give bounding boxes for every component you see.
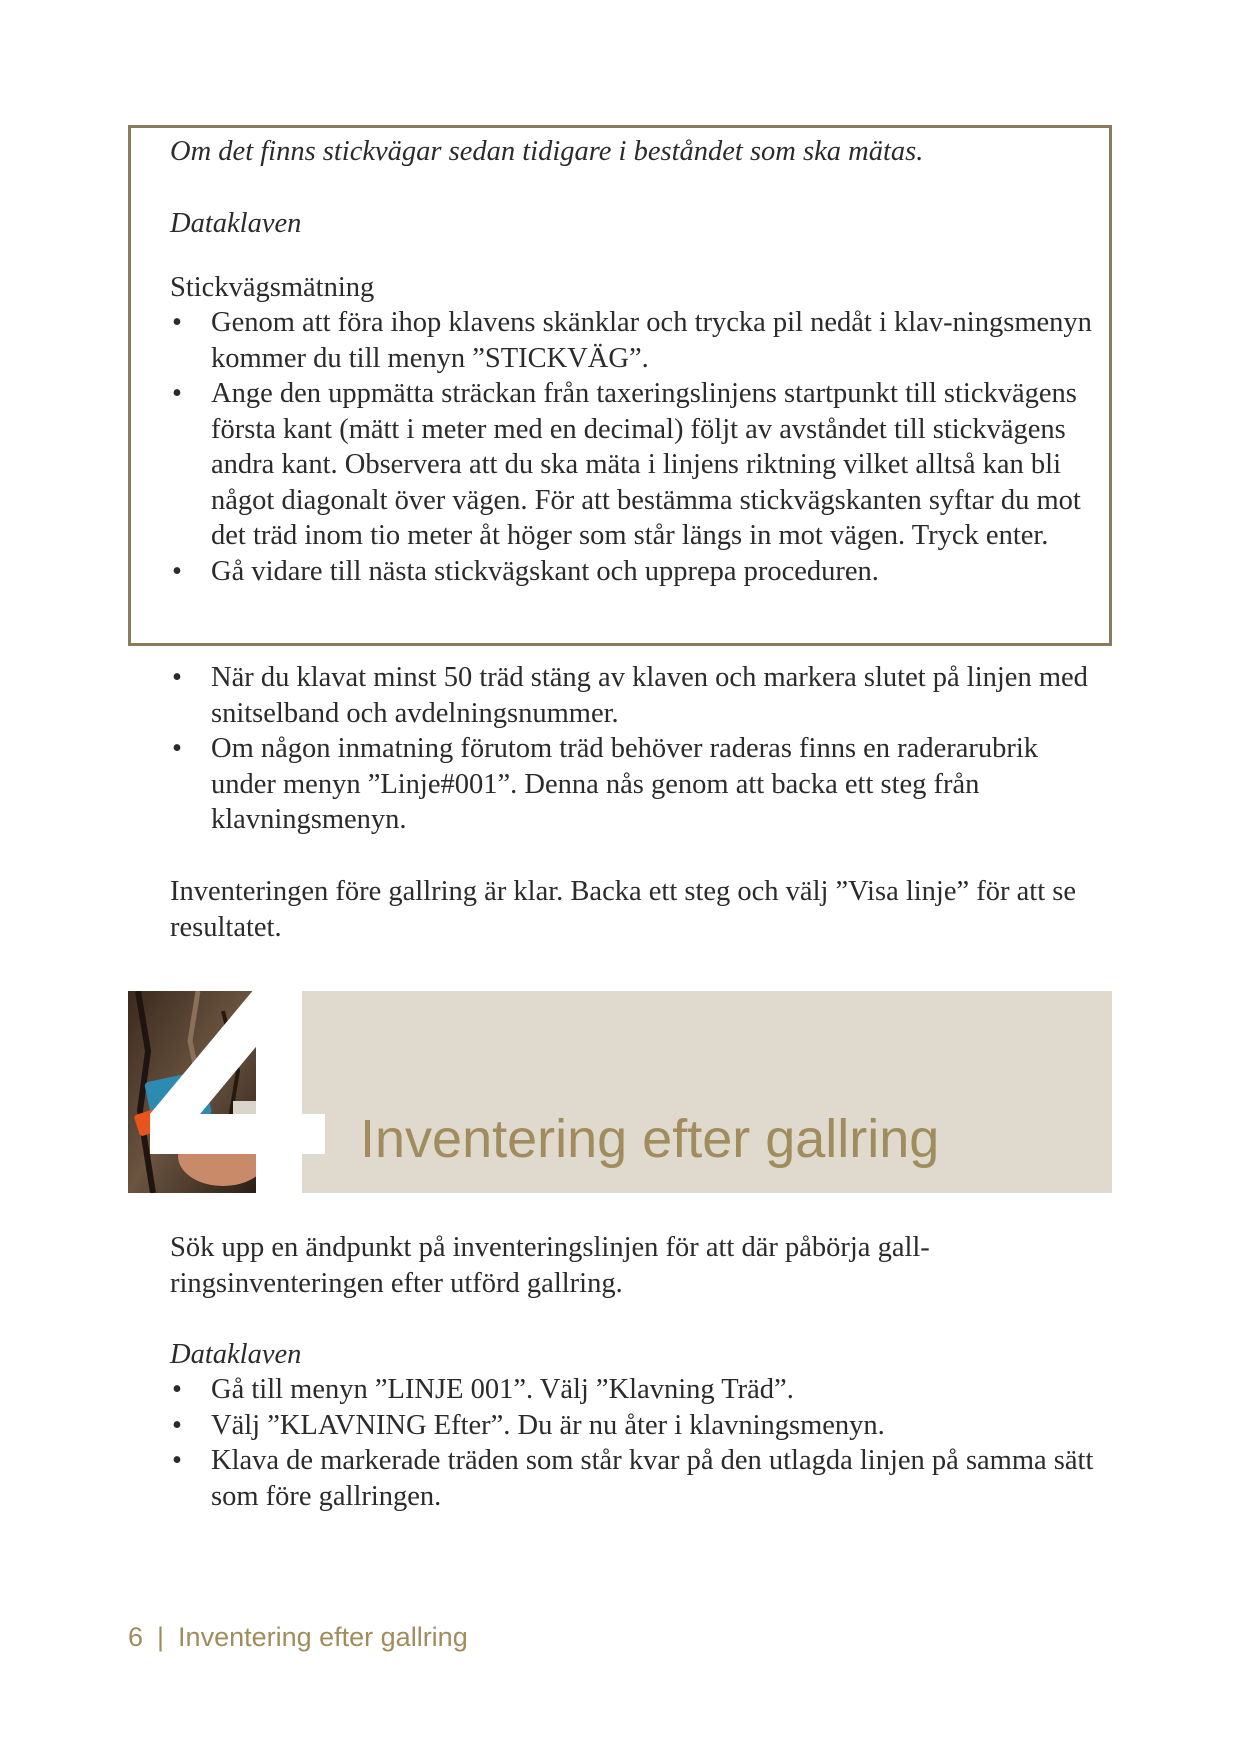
page-number: 6 [128, 1622, 144, 1652]
footer-separator: | [157, 1622, 165, 1652]
list-item: • Gå vidare till nästa stickvägskant och upprepa proceduren. [170, 554, 1100, 590]
footer-title: Inventering efter gallring [178, 1622, 468, 1652]
box-subheading: Dataklaven [170, 208, 302, 239]
list-item: • När du klavat minst 50 träd stäng av klaven och markera slutet på linjen med snitselband och avdelningsnummer. [170, 660, 1100, 731]
after-box-bullet-list [170, 660, 1100, 838]
list-item: • Klava de markerade träden som står kvar på den utlagda linjen på samma sätt som före gallringen. [170, 1443, 1100, 1514]
box-section-title: Stickvägsmätning [170, 272, 375, 303]
list-item: • Genom att föra ihop klavens skänklar och trycka pil nedåt i klav-ningsmenyn kommer du till menyn ”STICKVÄG”. [170, 305, 1100, 376]
after-box-paragraph: Inventeringen före gallring är klar. Backa ett steg och välj ”Visa linje” för att se resultatet. [170, 876, 1076, 943]
section4-paragraph: Sök upp en ändpunkt på inventeringslinjen för att där påbörja gall-ringsinventeringen efter utförd gallring. [170, 1232, 930, 1299]
list-item: • Om någon inmatning förutom träd behöver raderas finns en raderarubrik under menyn ”Linje#001”. Denna nås genom att backa ett steg från klavningsmenyn. [170, 731, 1100, 838]
box-intro: Om det finns stickvägar sedan tidigare i beståndet som ska mätas. [170, 136, 924, 167]
list-item: • Gå till menyn ”LINJE 001”. Välj ”Klavning Träd”. [170, 1372, 1100, 1408]
chapter-title: Inventering efter gallring [360, 1109, 940, 1169]
box-bullet-list [170, 305, 1100, 589]
section4-subheading: Dataklaven [170, 1339, 302, 1370]
section4-bullet-list [170, 1372, 1100, 1514]
chapter-number-graphic [150, 982, 325, 1194]
list-item: • Ange den uppmätta sträckan från taxeringslinjens startpunkt till stickvägens första kant (mätt i meter med en decimal) följt av avståndet till stickvägens andra kant. Observera att du ska mäta i linjens riktning vilket alltså kan bli något diagonalt över vägen. För att bestämma stickvägskanten syftar du mot det träd inom tio meter åt höger som står längs in mot vägen. Tryck enter. [170, 376, 1100, 554]
list-item: • Välj ”KLAVNING Efter”. Du är nu åter i klavningsmenyn. [170, 1408, 1100, 1444]
page-footer [128, 1622, 468, 1653]
